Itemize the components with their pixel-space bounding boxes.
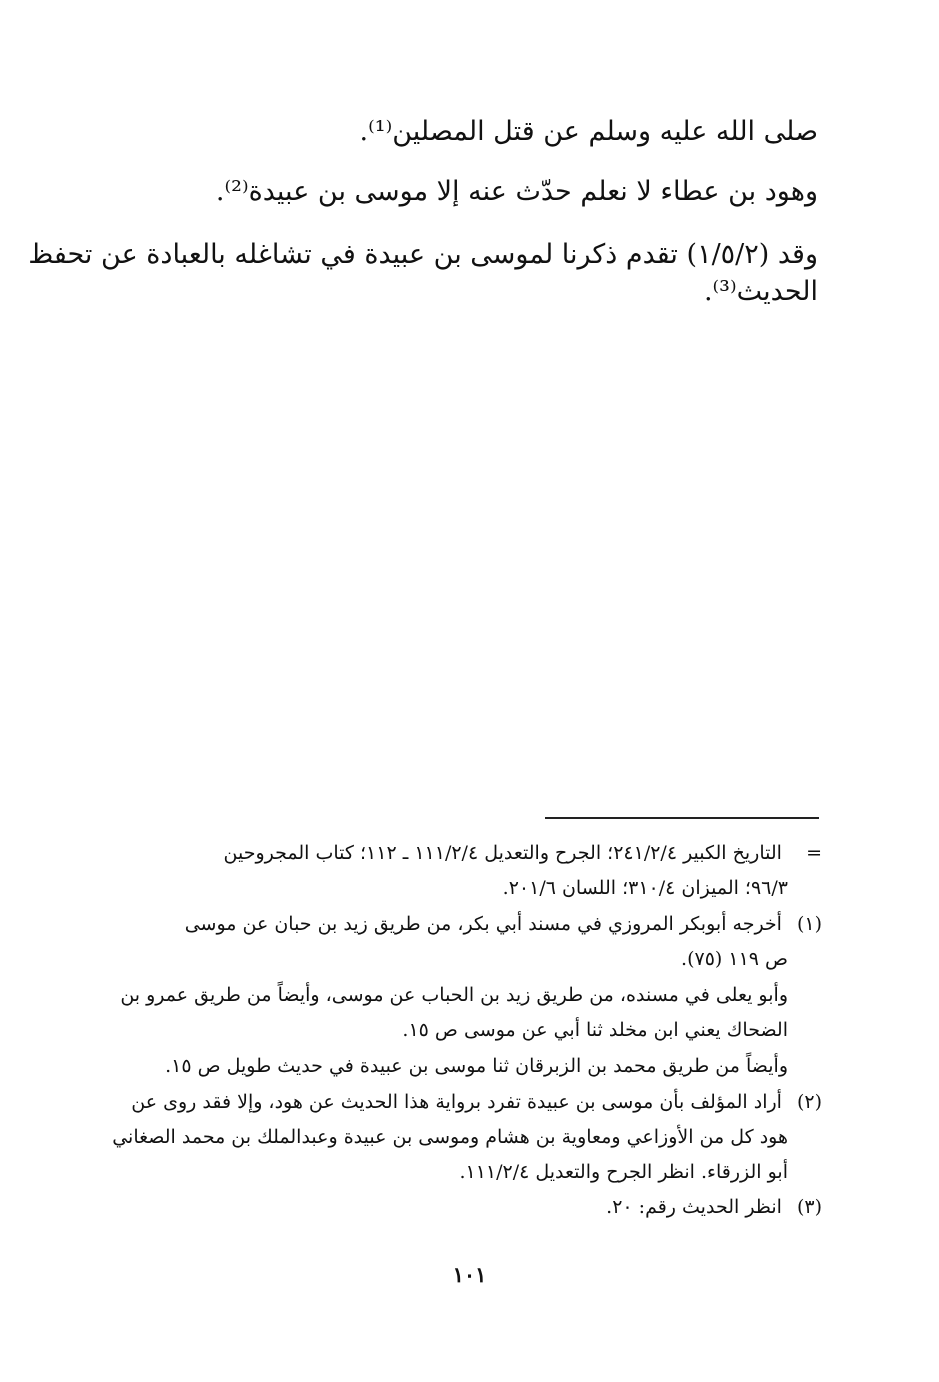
footnote-text: أخرجه أبوبكر المروزي في مسند أبي بكر، من طريق زيد بن حبان عن موسى [184,913,782,935]
footnote-1-line-2: ص ١١٩ (٧٥). [681,948,788,970]
footnote-1-line-1 [185,909,822,939]
footnote-1-line-3: وأبو يعلى في مسنده، من طريق زيد بن الحباب عن موسى، وأيضاً من طريق عمرو بن [120,984,788,1006]
footnote-3-line-1 [606,1192,822,1222]
text-line-2: وهود بن عطاء لا نعلم حدّث عنه إلا موسى بن عبيدة⁽²⁾. [215,176,818,207]
footnote-2-line-3: أبو الزرقاء. انظر الجرح والتعديل ١١١/٢/٤. [459,1161,788,1183]
page-number: ١٠١ [452,1262,487,1287]
footnote-2-line-1 [131,1087,822,1117]
footnote-text: التاريخ الكبير ٢٤١/٢/٤؛ الجرح والتعديل ١١١/٢/٤ ـ ١١٢؛ كتاب المجروحين [223,842,782,864]
text-line-1: صلى الله عليه وسلم عن قتل المصلين⁽¹⁾. [359,116,818,147]
footnote-divider [545,817,819,819]
footnote-continuation-line-2: ٩٦/٣؛ الميزان ٣١٠/٤؛ اللسان ٢٠١/٦. [502,877,788,899]
footnote-1-mark: (١) [796,913,822,935]
footnote-text: انظر الحديث رقم: ٢٠. [606,1196,782,1218]
footnote-text: أراد المؤلف بأن موسى بن عبيدة تفرد برواية هذا الحديث عن هود، وإلا فقد روى عن [131,1091,782,1113]
continuation-mark: = [806,842,822,864]
footnote-1-line-4: الضحاك يعني ابن مخلد ثنا أبي عن موسى ص ١٥. [402,1019,788,1041]
footnote-3-mark: (٣) [796,1196,822,1218]
footnote-1-line-5: وأيضاً من طريق محمد بن الزبرقان ثنا موسى بن عبيدة في حديث طويل ص ١٥. [165,1055,788,1077]
footnote-2-mark: (٢) [796,1091,822,1113]
footnote-continuation-line-1 [224,838,822,868]
text-line-4: الحديث⁽³⁾. [703,276,818,307]
text-line-3: وقد (١/٥/٢) تقدم ذكرنا لموسى بن عبيدة في تشاغله بالعبادة عن تحفظ [28,239,818,270]
footnote-2-line-2: هود كل من الأوزاعي ومعاوية بن هشام وموسى بن عبيدة وعبدالملك بن محمد الصغاني [112,1126,788,1148]
